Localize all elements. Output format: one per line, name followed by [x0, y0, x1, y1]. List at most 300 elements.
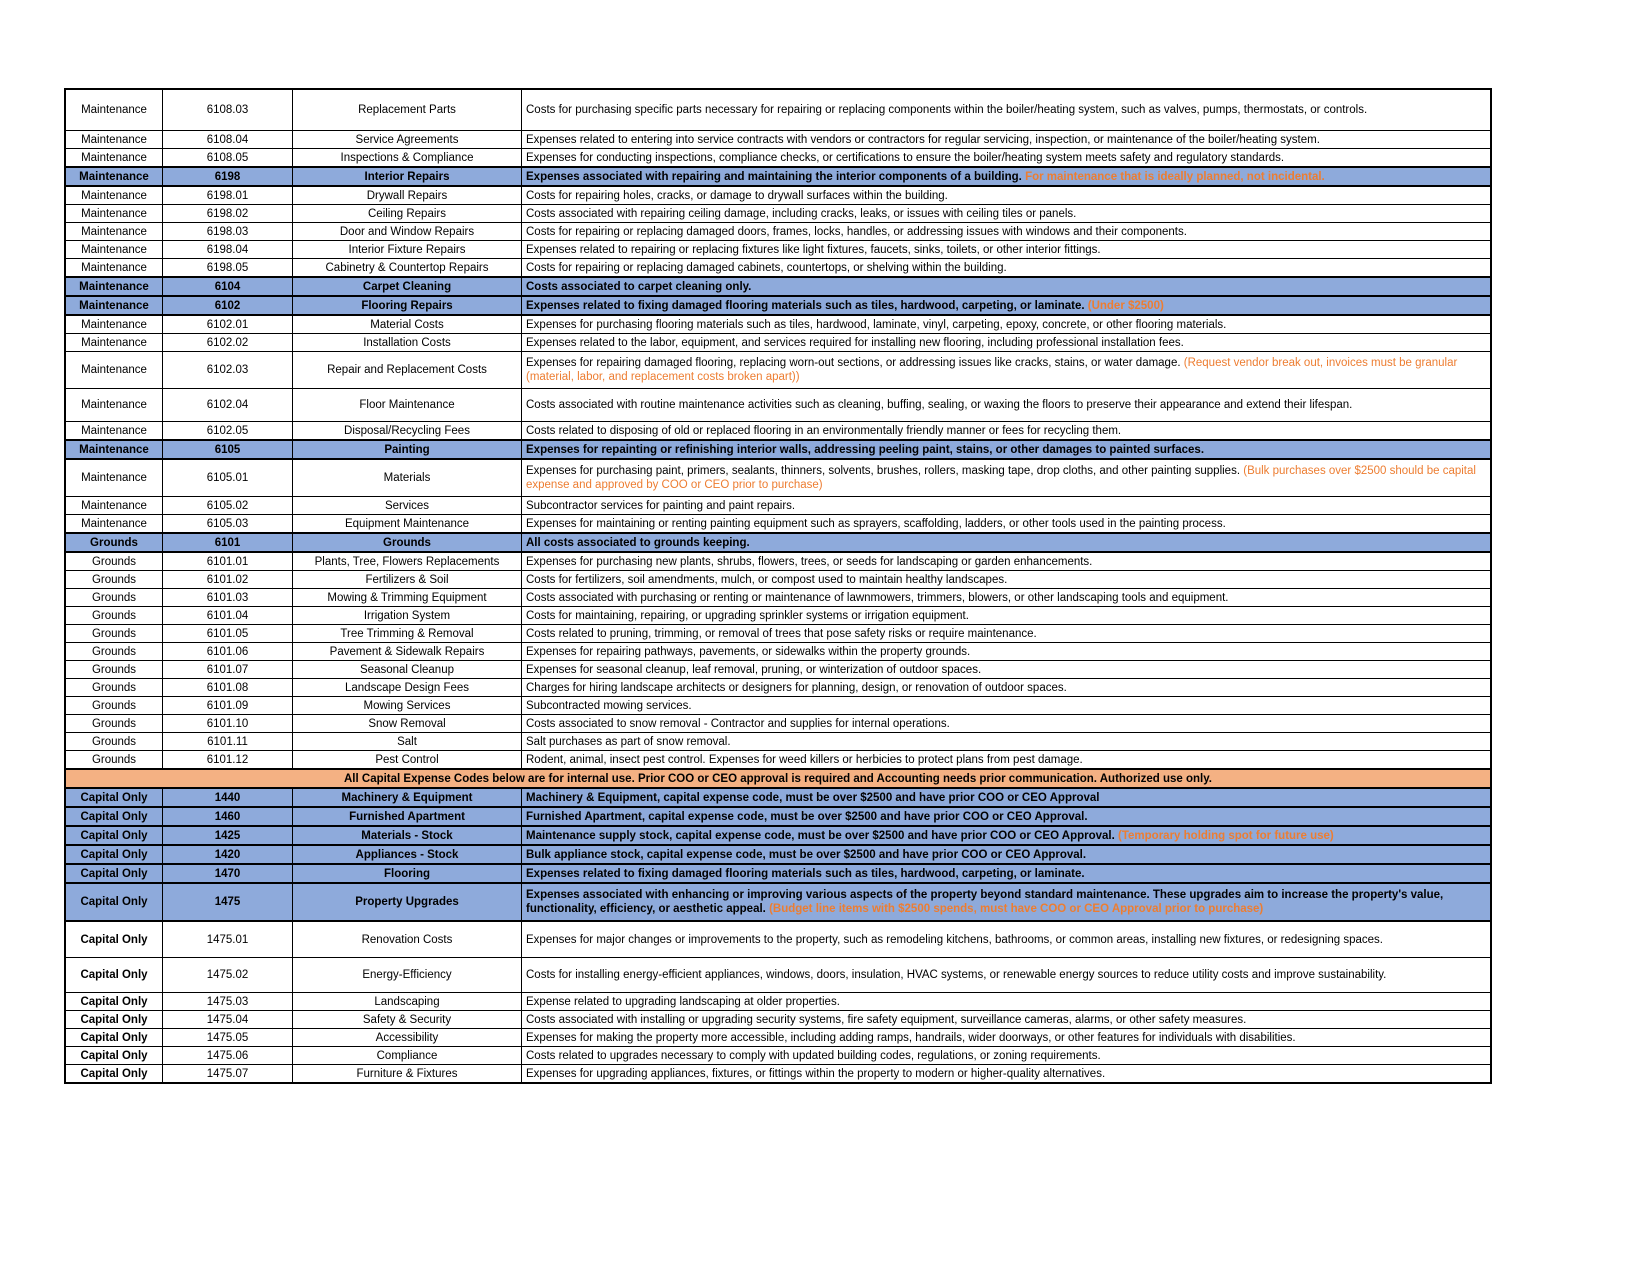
description-cell [521, 534, 1490, 551]
category-cell: Grounds [91, 735, 137, 748]
table-row [66, 825, 1490, 844]
description-cell [521, 1065, 1490, 1082]
description-text: Subcontracted mowing services. [526, 699, 692, 712]
category-cell: Capital Only [80, 867, 148, 880]
description-wrap [526, 398, 1352, 412]
description-text: Expenses associated with repairing and maintaining the interior components of a building. [526, 170, 1022, 183]
code-cell: 6104 [162, 278, 292, 295]
description-text: Salt purchases as part of snow removal. [526, 735, 731, 748]
code-cell: 6105.01 [162, 460, 292, 496]
code-cell: 6105.03 [162, 515, 292, 532]
table-row [66, 532, 1490, 551]
description-wrap [526, 681, 1067, 695]
expense-code-table [64, 88, 1492, 1084]
name-cell: Painting [292, 441, 521, 458]
description-cell [521, 441, 1490, 458]
description-note: (Bulk purchases over $2500 should be capital expense and approved by COO or CEO prior to purchase) [526, 465, 1476, 491]
description-note: For maintenance that is ideally planned, not incidental. [1025, 170, 1325, 183]
name-cell: Installation Costs [292, 334, 521, 351]
code-cell: 6102.01 [162, 316, 292, 333]
description-text: Expense related to upgrading landscaping at older properties. [526, 995, 840, 1008]
description-wrap [526, 717, 950, 731]
category-cell: Capital Only [80, 791, 148, 804]
table-row [66, 240, 1490, 258]
name-cell: Seasonal Cleanup [292, 661, 521, 678]
description-text: Maintenance supply stock, capital expense code, must be over $2500 and have prior COO or CEO Approval. [526, 829, 1115, 842]
name-cell: Salt [292, 733, 521, 750]
description-wrap [526, 261, 1007, 275]
code-cell: 6102.04 [162, 389, 292, 421]
description-text: Bulk appliance stock, capital expense code, must be over $2500 and have prior COO or CEO Approval. [526, 848, 1087, 861]
description-wrap [526, 867, 1085, 881]
name-cell: Drywall Repairs [292, 187, 521, 204]
description-cell [521, 993, 1490, 1010]
name-cell: Cabinetry & Countertop Repairs [292, 259, 521, 276]
description-text: Expenses related to the labor, equipment, and services required for installing new flooring, including professional installation fees. [526, 336, 1184, 349]
table-row [66, 588, 1490, 606]
name-cell: Energy-Efficiency [292, 958, 521, 992]
description-wrap [526, 573, 1007, 587]
table-row [66, 920, 1490, 957]
description-cell [521, 187, 1490, 204]
table-row [66, 421, 1490, 439]
description-cell [521, 422, 1490, 439]
code-cell: 6101.03 [162, 589, 292, 606]
description-wrap [526, 103, 1367, 117]
description-cell [521, 789, 1490, 806]
table-row [66, 130, 1490, 148]
description-cell [521, 278, 1490, 295]
category-cell: Grounds [91, 681, 137, 694]
description-cell [521, 223, 1490, 240]
description-text: All costs associated to grounds keeping. [526, 536, 750, 549]
description-text: Costs for maintaining, repairing, or upgrading sprinkler systems or irrigation equipment. [526, 609, 969, 622]
description-cell [521, 571, 1490, 588]
description-text: Costs for repairing or replacing damaged cabinets, countertops, or shelving within the building. [526, 261, 1007, 274]
description-text: Costs associated with routine maintenance activities such as cleaning, buffing, sealing, or waxing the floors to preserve their appearance and extend their lifespan. [526, 399, 1353, 411]
name-cell: Pest Control [292, 751, 521, 768]
category-cell: Capital Only [80, 1013, 148, 1026]
name-cell: Landscaping [292, 993, 521, 1010]
description-cell [521, 607, 1490, 624]
table-row [66, 696, 1490, 714]
table-row [66, 992, 1490, 1010]
name-cell: Repair and Replacement Costs [292, 352, 521, 388]
description-wrap [526, 995, 840, 1009]
description-text: Costs related to pruning, trimming, or removal of trees that pose safety risks or require maintenance. [526, 627, 1037, 640]
table-row [66, 388, 1490, 421]
name-cell: Disposal/Recycling Fees [292, 422, 521, 439]
table-row [66, 1046, 1490, 1064]
table-row [66, 957, 1490, 992]
description-text: Subcontractor services for painting and paint repairs. [526, 499, 796, 512]
table-row [66, 1010, 1490, 1028]
description-text: Costs associated to snow removal - Contractor and supplies for internal operations. [526, 717, 950, 730]
description-wrap [526, 536, 750, 550]
code-cell: 1470 [162, 865, 292, 882]
code-cell: 6108.04 [162, 131, 292, 148]
description-cell [521, 168, 1490, 185]
description-cell [521, 884, 1490, 920]
code-cell: 6102 [162, 297, 292, 314]
name-cell: Accessibility [292, 1029, 521, 1046]
table-row [66, 732, 1490, 750]
table-row [66, 514, 1490, 532]
category-cell: Capital Only [80, 969, 148, 981]
description-cell [521, 715, 1490, 732]
code-cell: 1440 [162, 789, 292, 806]
code-cell: 6101 [162, 534, 292, 551]
code-cell: 1420 [162, 846, 292, 863]
category-cell: Grounds [91, 717, 137, 730]
description-text: Expenses for repairing damaged flooring, replacing worn-out sections, or addressing issues like cracks, stains, or water damage. [526, 357, 1181, 369]
description-wrap [526, 933, 1383, 947]
table-row [66, 90, 1490, 130]
description-text: Furnished Apartment, capital expense code, must be over $2500 and have prior COO or CEO Approval. [526, 810, 1088, 823]
table-row [66, 458, 1490, 496]
category-cell: Capital Only [80, 829, 148, 842]
description-wrap [526, 356, 1486, 384]
code-cell: 6101.09 [162, 697, 292, 714]
table-row [66, 314, 1490, 333]
description-text: Machinery & Equipment, capital expense code, must be over $2500 and have prior COO or CEO Approval [526, 791, 1100, 804]
description-text: Expenses for upgrading appliances, fixtures, or fittings within the property to modern or higher-quality alternatives. [526, 1067, 1106, 1080]
code-cell: 1475.06 [162, 1047, 292, 1064]
description-wrap [526, 1067, 1105, 1081]
name-cell: Mowing & Trimming Equipment [292, 589, 521, 606]
description-cell [521, 733, 1490, 750]
description-cell [521, 625, 1490, 642]
table-row [66, 222, 1490, 240]
table-row [66, 1028, 1490, 1046]
table-row [66, 642, 1490, 660]
description-cell [521, 149, 1490, 166]
name-cell: Landscape Design Fees [292, 679, 521, 696]
table-row [66, 863, 1490, 882]
name-cell: Equipment Maintenance [292, 515, 521, 532]
table-row [66, 714, 1490, 732]
name-cell: Renovation Costs [292, 922, 521, 957]
code-cell: 6101.02 [162, 571, 292, 588]
table-row [66, 351, 1490, 388]
code-cell: 6101.07 [162, 661, 292, 678]
description-wrap [526, 151, 1284, 165]
description-cell [521, 922, 1490, 957]
description-cell [521, 808, 1490, 825]
table-row [66, 551, 1490, 570]
description-text: Expenses related to repairing or replacing fixtures like light fixtures, faucets, sinks, toilets, or other interior fittings. [526, 243, 1101, 256]
description-wrap [526, 1031, 1296, 1045]
code-cell: 1475.01 [162, 922, 292, 957]
name-cell: Materials [292, 460, 521, 496]
description-text: Costs for installing energy-efficient appliances, windows, doors, insulation, HVAC systems, or renewable energy sources to reduce utility costs and improve sustainability. [526, 969, 1387, 981]
description-wrap [526, 318, 1226, 332]
table-row [66, 258, 1490, 276]
name-cell: Carpet Cleaning [292, 278, 521, 295]
description-wrap [526, 1013, 1246, 1027]
category-cell: Capital Only [80, 933, 148, 946]
description-wrap [526, 464, 1486, 492]
code-cell: 6101.04 [162, 607, 292, 624]
category-cell: Capital Only [80, 1049, 148, 1062]
name-cell: Tree Trimming & Removal [292, 625, 521, 642]
code-cell: 6101.08 [162, 679, 292, 696]
category-cell: Capital Only [80, 995, 148, 1008]
code-cell: 6101.06 [162, 643, 292, 660]
description-wrap [526, 243, 1101, 257]
description-text: Expenses associated with enhancing or improving various aspects of the property beyond standard maintenance. These upgrades aim to increase the property's value, functionality, efficiency, or aesthetic appeal. [526, 889, 1444, 915]
description-text: Costs for repairing or replacing damaged doors, frames, locks, handles, or addressing issues with windows and their components. [526, 225, 1187, 238]
table-row [66, 844, 1490, 863]
description-cell [521, 1011, 1490, 1028]
table-row [66, 787, 1490, 806]
description-wrap [526, 133, 1320, 147]
description-wrap [526, 735, 731, 749]
description-text: Costs associated with purchasing or renting or maintenance of lawnmowers, trimmers, blowers, or other landscaping tools and equipment. [526, 591, 1229, 604]
description-text: Costs related to upgrades necessary to comply with updated building codes, regulations, or zoning requirements. [526, 1049, 1101, 1062]
name-cell: Machinery & Equipment [292, 789, 521, 806]
table-row [66, 333, 1490, 351]
description-text: Expenses for repainting or refinishing interior walls, addressing peeling paint, stains, or other damages to painted surfaces. [526, 443, 1205, 456]
name-cell: Flooring Repairs [292, 297, 521, 314]
category-cell: Grounds [91, 591, 137, 604]
table-row [66, 496, 1490, 514]
code-cell: 6101.12 [162, 751, 292, 768]
description-text: Expenses for conducting inspections, compliance checks, or certifications to ensure the boiler/heating system meets safety and regulatory standards. [526, 151, 1285, 164]
description-cell [521, 827, 1490, 844]
description-text: Expenses related to fixing damaged flooring materials such as tiles, hardwood, carpeting, or laminate. [526, 867, 1085, 880]
table-row [66, 185, 1490, 204]
code-cell: 6102.05 [162, 422, 292, 439]
name-cell: Materials - Stock [292, 827, 521, 844]
description-text: Charges for hiring landscape architects or designers for planning, design, or renovation of outdoor spaces. [526, 681, 1067, 694]
name-cell: Interior Fixture Repairs [292, 241, 521, 258]
table-row [66, 204, 1490, 222]
category-cell: Maintenance [81, 189, 147, 202]
description-text: Expenses for seasonal cleanup, leaf removal, pruning, or winterization of outdoor spaces. [526, 663, 982, 676]
description-cell [521, 679, 1490, 696]
description-cell [521, 460, 1490, 496]
category-cell: Grounds [90, 536, 138, 549]
table-row [66, 295, 1490, 314]
description-note: (Temporary holding spot for future use) [1118, 829, 1334, 842]
table-row [66, 1064, 1490, 1082]
description-wrap [526, 280, 751, 294]
description-text: Expenses for purchasing paint, primers, sealants, thinners, solvents, brushes, rollers, masking tape, drop cloths, and other painting supplies. [526, 465, 1241, 477]
description-wrap [526, 791, 1099, 805]
description-wrap [526, 888, 1486, 916]
category-cell: Grounds [91, 645, 137, 658]
description-cell [521, 865, 1490, 882]
description-wrap [526, 848, 1086, 862]
description-cell [521, 697, 1490, 714]
table-row [66, 678, 1490, 696]
description-wrap [526, 225, 1187, 239]
name-cell: Inspections & Compliance [292, 149, 521, 166]
code-cell: 6198 [162, 168, 292, 185]
description-wrap [526, 517, 1226, 531]
category-cell: Maintenance [81, 424, 147, 437]
table-row [66, 806, 1490, 825]
category-cell: Grounds [91, 573, 137, 586]
description-wrap [526, 968, 1386, 982]
description-cell [521, 205, 1490, 222]
description-text: Expenses related to entering into service contracts with vendors or contractors for regular servicing, inspection, or maintenance of the boiler/heating system. [526, 133, 1320, 146]
name-cell: Flooring [292, 865, 521, 882]
description-cell [521, 553, 1490, 570]
category-cell: Grounds [91, 663, 137, 676]
name-cell: Ceiling Repairs [292, 205, 521, 222]
table-row [66, 882, 1490, 920]
description-text: Expenses for purchasing new plants, shrubs, flowers, trees, or seeds for landscaping or garden enhancements. [526, 555, 1093, 568]
table-row [66, 570, 1490, 588]
name-cell: Service Agreements [292, 131, 521, 148]
description-text: Costs associated with repairing ceiling damage, including cracks, leaks, or issues with ceiling tiles or panels. [526, 207, 1077, 220]
category-cell: Maintenance [81, 364, 147, 376]
name-cell: Plants, Tree, Flowers Replacements [292, 553, 521, 570]
description-cell [521, 389, 1490, 421]
table-row [66, 148, 1490, 166]
code-cell: 6198.03 [162, 223, 292, 240]
description-text: Expenses for major changes or improvements to the property, such as remodeling kitchens, bathrooms, or common areas, installing new fixtures, or redesigning spaces. [526, 933, 1383, 946]
name-cell: Compliance [292, 1047, 521, 1064]
category-cell: Maintenance [81, 318, 147, 331]
table-row [66, 166, 1490, 185]
description-cell [521, 589, 1490, 606]
description-wrap [526, 299, 1164, 313]
name-cell: Irrigation System [292, 607, 521, 624]
name-cell: Floor Maintenance [292, 389, 521, 421]
table-row [66, 439, 1490, 458]
table-row [66, 624, 1490, 642]
description-cell [521, 259, 1490, 276]
table-row [66, 660, 1490, 678]
category-cell: Capital Only [80, 1031, 148, 1044]
description-cell [521, 958, 1490, 992]
description-cell [521, 515, 1490, 532]
code-cell: 6198.04 [162, 241, 292, 258]
name-cell: Interior Repairs [292, 168, 521, 185]
description-note: (Budget line items with $2500 spends, must have COO or CEO Approval prior to purchase) [769, 903, 1264, 915]
description-text: Rodent, animal, insect pest control. Expenses for weed killers or herbicies to protect plans from pest damage. [526, 753, 1083, 766]
description-text: Expenses for maintaining or renting painting equipment such as sprayers, scaffolding, ladders, or other tools used in the painting process. [526, 517, 1226, 530]
table-row [66, 750, 1490, 768]
description-cell [521, 90, 1490, 130]
category-cell: Grounds [91, 753, 137, 766]
description-wrap [526, 555, 1092, 569]
category-cell: Maintenance [81, 261, 147, 274]
description-wrap [526, 699, 692, 713]
category-cell: Capital Only [80, 810, 148, 823]
name-cell: Appliances - Stock [292, 846, 521, 863]
capital-banner-text: All Capital Expense Codes below are for internal use. Prior COO or CEO approval is required and Accounting needs prior communication. Authorized use only. [344, 772, 1212, 785]
description-text: Expenses for repairing pathways, pavements, or sidewalks within the property grounds. [526, 645, 971, 658]
table-row [66, 276, 1490, 295]
description-wrap [526, 663, 981, 677]
name-cell: Furnished Apartment [292, 808, 521, 825]
description-wrap [526, 189, 948, 203]
category-cell: Capital Only [80, 848, 148, 861]
description-wrap [526, 424, 1121, 438]
category-cell: Grounds [91, 699, 137, 712]
category-cell: Grounds [91, 627, 137, 640]
description-text: Costs associated to carpet cleaning only. [526, 280, 752, 293]
code-cell: 6101.11 [162, 733, 292, 750]
description-note: (Request vendor break out, invoices must be granular (material, labor, and replacement costs broken apart)) [526, 357, 1458, 383]
description-cell [521, 643, 1490, 660]
name-cell: Door and Window Repairs [292, 223, 521, 240]
description-cell [521, 316, 1490, 333]
category-cell: Grounds [91, 609, 137, 622]
code-cell: 1425 [162, 827, 292, 844]
name-cell: Snow Removal [292, 715, 521, 732]
description-wrap [526, 609, 969, 623]
name-cell: Property Upgrades [292, 884, 521, 920]
category-cell: Capital Only [80, 1067, 148, 1080]
code-cell: 6108.05 [162, 149, 292, 166]
name-cell: Fertilizers & Soil [292, 571, 521, 588]
description-cell [521, 241, 1490, 258]
description-wrap [526, 753, 1083, 767]
description-wrap [526, 645, 970, 659]
code-cell: 6102.02 [162, 334, 292, 351]
description-cell [521, 297, 1490, 314]
code-cell: 6198.02 [162, 205, 292, 222]
code-cell: 1475.04 [162, 1011, 292, 1028]
name-cell: Safety & Security [292, 1011, 521, 1028]
category-cell: Maintenance [81, 517, 147, 530]
name-cell: Material Costs [292, 316, 521, 333]
code-cell: 6101.10 [162, 715, 292, 732]
description-cell [521, 352, 1490, 388]
category-cell: Maintenance [81, 151, 147, 164]
code-cell: 1475.02 [162, 958, 292, 992]
code-cell: 1475 [162, 884, 292, 920]
name-cell: Mowing Services [292, 697, 521, 714]
category-cell: Grounds [91, 555, 137, 568]
table-row [66, 606, 1490, 624]
code-cell: 1475.05 [162, 1029, 292, 1046]
code-cell: 6105.02 [162, 497, 292, 514]
category-cell: Maintenance [81, 336, 147, 349]
category-cell: Maintenance [81, 472, 147, 484]
description-cell [521, 846, 1490, 863]
capital-banner-row [66, 768, 1490, 787]
category-cell: Maintenance [79, 280, 149, 293]
description-wrap [526, 443, 1204, 457]
code-cell: 6105 [162, 441, 292, 458]
category-cell: Maintenance [79, 443, 149, 456]
name-cell: Pavement & Sidewalk Repairs [292, 643, 521, 660]
description-note: (Under $2500) [1087, 299, 1164, 312]
category-cell: Maintenance [81, 399, 147, 411]
description-wrap [526, 207, 1076, 221]
description-text: Expenses related to fixing damaged flooring materials such as tiles, hardwood, carpeting, or laminate. [526, 299, 1085, 312]
description-text: Costs associated with installing or upgrading security systems, fire safety equipment, surveillance cameras, alarms, or other safety measures. [526, 1013, 1247, 1026]
description-text: Costs for purchasing specific parts necessary for repairing or replacing components within the boiler/heating system, such as valves, pumps, thermostats, or controls. [526, 104, 1368, 116]
code-cell: 1475.07 [162, 1065, 292, 1082]
description-wrap [526, 591, 1228, 605]
description-wrap [526, 810, 1088, 824]
description-cell [521, 131, 1490, 148]
code-cell: 1475.03 [162, 993, 292, 1010]
description-cell [521, 334, 1490, 351]
category-cell: Maintenance [79, 170, 149, 183]
description-text: Expenses for purchasing flooring materials such as tiles, hardwood, laminate, vinyl, carpeting, epoxy, concrete, or other flooring materials. [526, 318, 1227, 331]
description-text: Costs for fertilizers, soil amendments, mulch, or compost used to maintain healthy landscapes. [526, 573, 1008, 586]
name-cell: Services [292, 497, 521, 514]
code-cell: 6198.01 [162, 187, 292, 204]
